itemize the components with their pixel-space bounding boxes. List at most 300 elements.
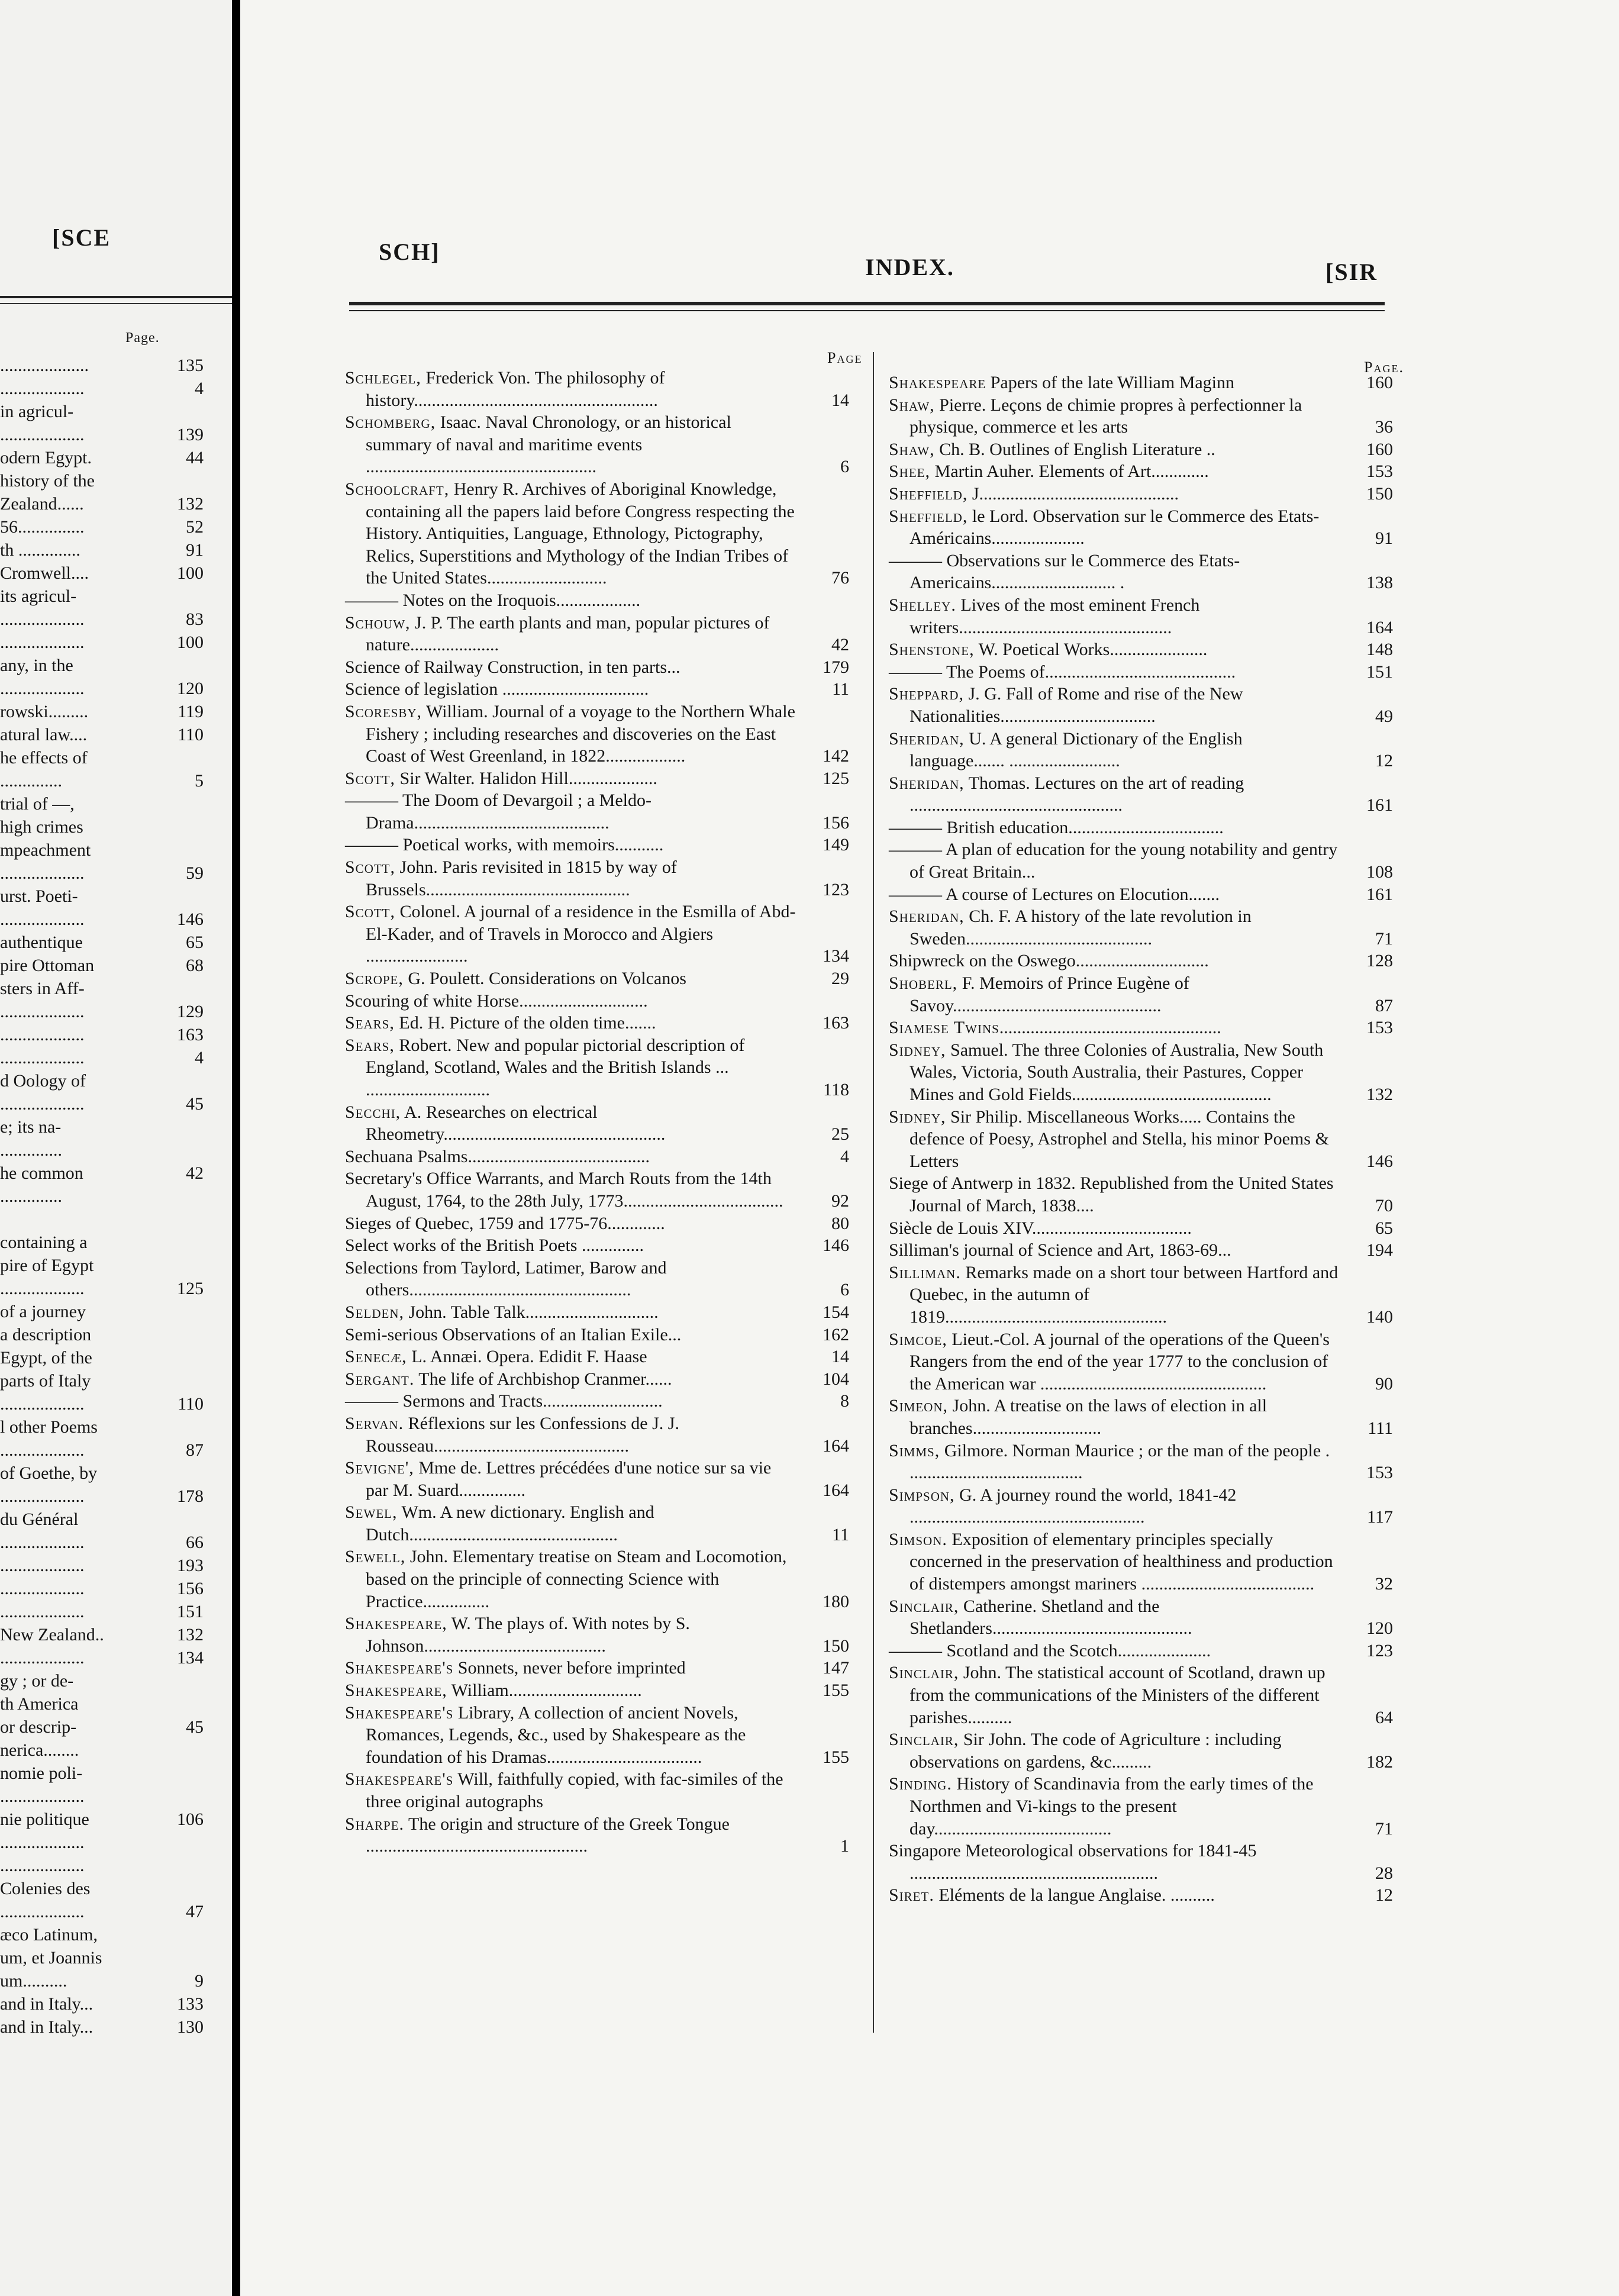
index-column-1	[345, 367, 849, 1858]
index-entry	[889, 772, 1393, 817]
entry-text	[889, 728, 1393, 772]
entry-page-number: 71	[1375, 928, 1393, 949]
left-row	[0, 1946, 232, 1969]
left-row-text: pire of Egypt	[0, 1256, 94, 1275]
entry-text	[345, 834, 849, 856]
entry-text	[889, 1328, 1393, 1395]
entry-text	[889, 839, 1393, 883]
index-entry	[889, 817, 1393, 839]
entry-body: Ch. F. A history of the late revolution in Sweden..........................................	[910, 907, 1252, 949]
entry-text	[889, 1729, 1393, 1773]
index-entry	[889, 1328, 1393, 1395]
left-row-page: 129	[177, 1002, 204, 1021]
entry-text	[345, 1702, 849, 1769]
left-row	[0, 1000, 232, 1023]
entry-heading: Sinclair,	[889, 1663, 959, 1683]
left-row-text: ....................	[0, 356, 89, 375]
left-row-text: and in Italy...	[0, 2017, 93, 2037]
entry-page-number: 164	[823, 1436, 849, 1456]
entry-page-number: 134	[823, 946, 849, 966]
entry-text	[345, 1234, 849, 1257]
entry-body: ——— A course of Lectures on Elocution.......	[889, 884, 1220, 904]
index-entry	[345, 1034, 849, 1101]
entry-body: Singapore Meteorological observations for 1841-45 ........................................................	[889, 1841, 1257, 1883]
entry-body: U. A general Dictionary of the English language....... .........................	[910, 728, 1243, 771]
entry-heading: Sheridan,	[889, 907, 965, 927]
index-entry	[345, 1346, 849, 1368]
entry-heading: Schlegel,	[345, 368, 421, 388]
entry-page-number: 76	[831, 568, 849, 588]
entry-heading: Scott,	[345, 768, 396, 788]
entry-text	[889, 1395, 1393, 1439]
index-entry	[889, 1884, 1393, 1907]
entry-body: ——— Poetical works, with memoirs...........	[345, 835, 664, 855]
entry-body: William. Journal of a voyage to the Northern Whale Fishery ; including researches and discoveries on the East Coast of West Greenland, in 1822..................	[366, 701, 795, 766]
entry-heading: Sears,	[345, 1035, 395, 1055]
entry-text	[345, 411, 849, 478]
left-row-text: rowski.........	[0, 702, 89, 721]
entry-page-number: 12	[1375, 1885, 1393, 1905]
entry-heading: Sinclair,	[889, 1730, 959, 1750]
left-row-text: gy ; or de-	[0, 1671, 74, 1691]
left-row	[0, 1739, 232, 1762]
entry-text	[345, 1679, 849, 1702]
entry-text	[889, 950, 1393, 972]
left-row	[0, 1831, 232, 1854]
entry-text	[889, 1528, 1393, 1595]
left-row	[0, 977, 232, 1000]
index-entry	[889, 839, 1393, 883]
entry-page-number: 160	[1366, 439, 1393, 459]
entry-body: Sir Philip. Miscellaneous Works..... Contains the defence of Poesy, Astrophel and Stella, his minor Poems & Letters	[910, 1107, 1329, 1171]
entry-text	[889, 1662, 1393, 1729]
left-row-text: ...................	[0, 1394, 85, 1414]
entry-page-number: 148	[1366, 640, 1393, 660]
left-row-text: ...................	[0, 1002, 85, 1021]
index-entry	[345, 612, 849, 656]
entry-text	[345, 1034, 849, 1101]
index-entry	[889, 1262, 1393, 1328]
entry-text	[345, 1213, 849, 1235]
entry-body: ——— Observations sur le Commerce des Etats-Americains............................ .	[889, 550, 1240, 593]
index-entry	[345, 789, 849, 834]
index-entry	[345, 1390, 849, 1413]
entry-page-number: 12	[1375, 751, 1393, 771]
left-row-text: um, et Joannis	[0, 1948, 102, 1968]
left-row	[0, 2016, 232, 2039]
entry-body: Shipwreck on the Oswego..............................	[889, 951, 1209, 971]
index-entry	[345, 1324, 849, 1346]
index-entry	[345, 701, 849, 768]
left-row	[0, 769, 232, 792]
entry-heading: Shakespeare's	[345, 1769, 454, 1789]
left-row	[0, 1462, 232, 1485]
index-entry	[345, 1613, 849, 1657]
left-page-label: Page.	[125, 330, 160, 346]
index-entry	[345, 367, 849, 411]
entry-body: Silliman's journal of Science and Art, 1863-69...	[889, 1240, 1231, 1260]
header-rule-thick	[349, 302, 1385, 305]
left-row-page: 130	[177, 2017, 204, 2037]
entry-page-number: 36	[1375, 417, 1393, 437]
index-entry	[889, 905, 1393, 950]
left-row	[0, 654, 232, 677]
entry-heading: Siamese Twins	[889, 1018, 999, 1038]
left-row-text: odern Egypt.	[0, 448, 92, 467]
index-entry	[889, 1729, 1393, 1773]
left-row	[0, 931, 232, 954]
entry-body: Science of Railway Construction, in ten parts...	[345, 657, 681, 677]
left-row-page: 106	[177, 1810, 204, 1829]
entry-text	[345, 656, 849, 679]
entry-body: Exposition of elementary principles specially concerned in the preservation of healthiness and production of distempers amongst mariners .......................................	[910, 1529, 1333, 1594]
index-entry	[345, 589, 849, 612]
entry-text	[345, 1457, 849, 1501]
entry-page-number: 147	[823, 1658, 849, 1678]
entry-body: Pierre. Leçons de chimie propres à perfectionner la physique, commerce et les arts	[910, 395, 1302, 437]
column-divider	[873, 352, 874, 2033]
entry-page-number: 80	[831, 1213, 849, 1233]
entry-text	[345, 1301, 849, 1324]
entry-body: W. The plays of. With notes by S. Johnson.........................................	[366, 1614, 690, 1656]
entry-text	[889, 1106, 1393, 1173]
index-entry	[345, 1168, 849, 1212]
left-header-rule	[0, 296, 232, 298]
left-row	[0, 1323, 232, 1346]
left-row-text: ...................	[0, 1279, 85, 1298]
entry-page-number: 156	[823, 812, 849, 833]
index-entry	[889, 661, 1393, 683]
entry-body: History of Scandinavia from the early times of the Northmen and Vi-kings to the present day........................................	[910, 1774, 1314, 1839]
entry-body: ——— The Doom of Devargoil ; a Meldo-Drama............................................	[345, 791, 652, 833]
left-row-text: ...................	[0, 1556, 85, 1575]
entry-heading: Schouw,	[345, 612, 411, 633]
left-row	[0, 1208, 232, 1231]
index-entry	[345, 656, 849, 679]
entry-body: ..................................................	[999, 1018, 1221, 1038]
index-entry	[345, 1213, 849, 1235]
left-row	[0, 1877, 232, 1900]
left-row	[0, 562, 232, 585]
col2-page-label: Page.	[1364, 359, 1404, 376]
entry-text	[889, 1172, 1393, 1217]
left-page-fragment	[0, 0, 232, 2296]
entry-text	[889, 372, 1393, 394]
entry-body: Frederick Von. The philosophy of history.......................................................	[366, 368, 665, 410]
left-row-page: 146	[177, 910, 204, 929]
index-entry	[889, 483, 1393, 505]
left-row-text: ..............	[0, 1140, 62, 1160]
entry-body: Lives of the most eminent French writers................................................	[910, 595, 1200, 637]
index-entry	[345, 1101, 849, 1146]
entry-page-number: 120	[1366, 1618, 1393, 1639]
entry-heading: Sears,	[345, 1013, 395, 1033]
running-head-center: INDEX.	[865, 254, 954, 280]
left-row-page: 133	[177, 1994, 204, 2014]
left-row-text: ...................	[0, 679, 85, 698]
entry-page-number: 160	[1366, 373, 1393, 392]
entry-page-number: 91	[1375, 528, 1393, 549]
left-row	[0, 1254, 232, 1277]
entry-body: W. Poetical Works......................	[974, 640, 1208, 660]
entry-body: Scouring of white Horse.............................	[345, 991, 648, 1011]
index-entry	[345, 1702, 849, 1769]
left-row	[0, 1300, 232, 1323]
entry-heading: Scott,	[345, 902, 396, 922]
index-entry	[889, 550, 1393, 594]
left-row-page: 66	[186, 1533, 204, 1552]
left-row-text: du Général	[0, 1510, 79, 1529]
left-row-text: he effects of	[0, 748, 88, 768]
left-row-text: or descrip-	[0, 1717, 77, 1737]
entry-heading: Shakespeare,	[345, 1681, 447, 1701]
entry-text	[345, 1146, 849, 1168]
index-entry	[889, 972, 1393, 1017]
entry-page-number: 161	[1366, 795, 1393, 815]
entry-text	[889, 1039, 1393, 1106]
entry-page-number: 117	[1367, 1507, 1393, 1527]
entry-text	[345, 1613, 849, 1657]
entry-page-number: 153	[1366, 462, 1393, 482]
index-entry	[889, 1239, 1393, 1262]
entry-body: John. The statistical account of Scotland, drawn up from the communications of the Ministers of the different parishes..........	[910, 1663, 1325, 1727]
left-row-text: ...................	[0, 1533, 85, 1552]
entry-heading: Sheffield,	[889, 483, 968, 504]
entry-page-number: 146	[823, 1236, 849, 1256]
index-entry	[345, 834, 849, 856]
entry-body: Science of legislation .................................	[345, 679, 649, 699]
left-row-page: 156	[177, 1579, 204, 1598]
entry-text	[889, 772, 1393, 817]
left-row-text: ...................	[0, 1787, 85, 1806]
left-row	[0, 377, 232, 400]
index-column-2	[889, 372, 1393, 1907]
entry-page-number: 14	[831, 1347, 849, 1367]
left-row	[0, 1069, 232, 1092]
index-entry	[889, 1640, 1393, 1662]
left-row-text: e; its na-	[0, 1117, 62, 1137]
index-entry	[345, 1813, 849, 1858]
entry-text	[345, 901, 849, 968]
entry-text	[889, 683, 1393, 727]
index-entry	[345, 1257, 849, 1301]
entry-page-number: 151	[1366, 662, 1393, 682]
left-row-page: 5	[195, 771, 204, 791]
left-row-text: ...................	[0, 1025, 85, 1044]
entry-heading: Sinding.	[889, 1774, 952, 1794]
entry-body: ——— The Poems of...........................................	[889, 662, 1236, 682]
entry-text	[345, 1257, 849, 1301]
entry-heading: Sewel,	[345, 1502, 398, 1523]
entry-body: Remarks made on a short tour between Hartford and Quebec, in the autumn of 1819..................................................	[910, 1262, 1339, 1327]
col1-page-label: Page	[827, 349, 863, 366]
entry-body: John. Elementary treatise on Steam and Locomotion, based on the principle of connecting Science with Practice...............	[366, 1547, 787, 1611]
left-row-page: 151	[177, 1602, 204, 1621]
left-row-text: he common	[0, 1163, 83, 1183]
left-row-page: 135	[177, 356, 204, 375]
entry-page-number: 140	[1366, 1307, 1393, 1327]
entry-heading: Simpson,	[889, 1485, 955, 1505]
index-entry	[345, 1012, 849, 1034]
left-row	[0, 1577, 232, 1600]
left-row	[0, 1415, 232, 1439]
entry-text	[889, 883, 1393, 906]
left-row-text: ...................	[0, 633, 85, 652]
left-row-text: a description	[0, 1325, 92, 1344]
entry-page-number: 29	[831, 969, 849, 989]
entry-heading: Shakespeare's	[345, 1702, 454, 1723]
entry-text	[889, 639, 1393, 661]
entry-text	[889, 1773, 1393, 1840]
entry-page-number: 14	[831, 390, 849, 410]
left-row-text: ...................	[0, 1833, 85, 1852]
left-row-page: 47	[186, 1902, 204, 1921]
entry-body: Colonel. A journal of a residence in the Esmilla of Abd-El-Kader, and of Travels in Morocco and Algiers .......................	[366, 902, 796, 966]
left-row	[0, 1785, 232, 1808]
entry-text	[345, 1368, 849, 1391]
entry-heading: Schoolcraft,	[345, 479, 450, 499]
index-entry	[889, 639, 1393, 661]
index-entry	[345, 478, 849, 589]
left-row-text: nomie poli-	[0, 1763, 83, 1783]
entry-text	[345, 856, 849, 901]
entry-heading: Sheppard,	[889, 684, 964, 704]
entry-body: F. Memoirs of Prince Eugène of Savoy...............................................	[910, 973, 1189, 1015]
entry-page-number: 150	[823, 1636, 849, 1656]
left-row-text: and in Italy...	[0, 1994, 93, 2014]
left-row	[0, 792, 232, 815]
entry-heading: Simson.	[889, 1529, 947, 1549]
index-entry	[889, 1484, 1393, 1528]
left-row-text: d Oology of	[0, 1071, 86, 1091]
entry-page-number: 28	[1375, 1863, 1393, 1883]
left-row	[0, 400, 232, 423]
entry-body: Siècle de Louis XIV....................................	[889, 1218, 1192, 1238]
entry-heading: Shee,	[889, 462, 931, 482]
entry-page-number: 11	[832, 679, 849, 699]
entry-body: Semi-serious Observations of an Italian Exile...	[345, 1324, 682, 1344]
entry-heading: Sharpe.	[345, 1814, 405, 1834]
entry-body: Eléments de la langue Anglaise. ..........	[934, 1885, 1215, 1905]
left-row	[0, 1185, 232, 1208]
entry-page-number: 87	[1375, 995, 1393, 1015]
entry-page-number: 161	[1366, 884, 1393, 904]
entry-page-number: 6	[840, 1280, 849, 1300]
left-header-rule-thin	[0, 303, 232, 304]
entry-page-number: 155	[823, 1747, 849, 1767]
left-row-page: 110	[178, 1394, 204, 1414]
index-entry	[345, 1501, 849, 1546]
entry-body: Wm. A new dictionary. English and Dutch...............................................	[366, 1502, 654, 1544]
entry-heading: Shakespeare	[889, 373, 986, 392]
entry-text	[889, 1440, 1393, 1484]
left-row-text: trial of —,	[0, 794, 75, 814]
entry-text	[889, 905, 1393, 950]
index-entry	[345, 1368, 849, 1391]
entry-text	[345, 1390, 849, 1413]
entry-page-number: 164	[1366, 617, 1393, 637]
left-row-text: nerica........	[0, 1740, 79, 1760]
entry-body: The life of Archbishop Cranmer......	[414, 1369, 672, 1389]
entry-heading: Servan.	[345, 1413, 404, 1433]
entry-heading: Shenstone,	[889, 640, 975, 660]
entry-text	[345, 701, 849, 768]
left-row	[0, 1992, 232, 2016]
left-row	[0, 1900, 232, 1923]
index-entry	[889, 505, 1393, 550]
index-entry	[889, 1017, 1393, 1039]
entry-body: A. Researches on electrical Rheometry..................................................	[366, 1102, 666, 1144]
entry-body: Secretary's Office Warrants, and March Routs from the 14th August, 1764, to the 28th July, 1773....................................	[345, 1169, 783, 1211]
index-entry	[889, 728, 1393, 772]
index-entry	[345, 678, 849, 701]
entry-body: ——— Scotland and the Scotch.....................	[889, 1640, 1211, 1660]
entry-body: Library, A collection of ancient Novels, Romances, Legends, &c., used by Shakespeare as the foundation of his Dramas...................................	[366, 1702, 746, 1767]
left-row	[0, 1277, 232, 1300]
left-row-text: parts of Italy	[0, 1371, 91, 1391]
left-row-page: 110	[178, 725, 204, 744]
left-row	[0, 1092, 232, 1115]
left-row-page: 132	[177, 1625, 204, 1644]
entry-page-number: 164	[823, 1480, 849, 1500]
entry-text	[345, 1413, 849, 1457]
entry-text	[345, 589, 849, 612]
left-row-text: mpeachment	[0, 840, 91, 860]
entry-page-number: 123	[823, 879, 849, 899]
left-row-text: high crimes	[0, 817, 83, 837]
entry-page-number: 71	[1375, 1818, 1393, 1839]
entry-body: G. A journey round the world, 1841-42 .....................................................	[910, 1485, 1237, 1527]
left-row	[0, 1392, 232, 1415]
index-entry	[889, 1773, 1393, 1840]
entry-body: Henry R. Archives of Aboriginal Knowledge, containing all the papers laid before Congress respecting the History. Antiquities, Language, Ethnology, Pictography, Relics, Superstitions and Mythology of the Indian Tribes of the United States...........................	[366, 479, 795, 588]
entry-body: John. Table Talk..............................	[404, 1302, 659, 1322]
left-row-text: ...................	[0, 910, 85, 929]
left-row-page: 44	[186, 448, 204, 467]
left-row-page: 52	[186, 517, 204, 537]
left-row-text: authentique	[0, 933, 83, 952]
left-row	[0, 1162, 232, 1185]
entry-text	[345, 1012, 849, 1034]
entry-page-number: 65	[1375, 1218, 1393, 1238]
entry-body: Isaac. Naval Chronology, or an historical summary of naval and maritime events ....................................................	[366, 412, 731, 477]
index-entry	[889, 683, 1393, 727]
entry-text	[889, 483, 1393, 505]
left-row-page: 68	[186, 956, 204, 975]
index-entry	[345, 1657, 849, 1679]
left-row-page: 45	[186, 1717, 204, 1737]
left-row	[0, 908, 232, 931]
left-row-text: ...................	[0, 610, 85, 629]
left-row	[0, 538, 232, 562]
entry-heading: Shoberl,	[889, 973, 958, 994]
left-row-page: 119	[178, 702, 204, 721]
entry-page-number: 4	[840, 1146, 849, 1166]
entry-body: Sir Walter. Halidon Hill....................	[395, 768, 657, 788]
entry-text	[345, 1101, 849, 1146]
left-row-page: 83	[186, 610, 204, 629]
entry-page-number: 6	[840, 457, 849, 477]
entry-page-number: 153	[1366, 1463, 1393, 1483]
entry-page-number: 123	[1366, 1640, 1393, 1660]
entry-text	[345, 1501, 849, 1546]
left-row-page: 178	[177, 1486, 204, 1506]
left-row-text: ...................	[0, 1602, 85, 1621]
left-row-text: its agricul-	[0, 586, 77, 606]
entry-body: The origin and structure of the Greek Tongue ..................................................	[366, 1814, 730, 1856]
left-row-page: 42	[186, 1163, 204, 1183]
left-row-text: New Zealand..	[0, 1625, 104, 1644]
